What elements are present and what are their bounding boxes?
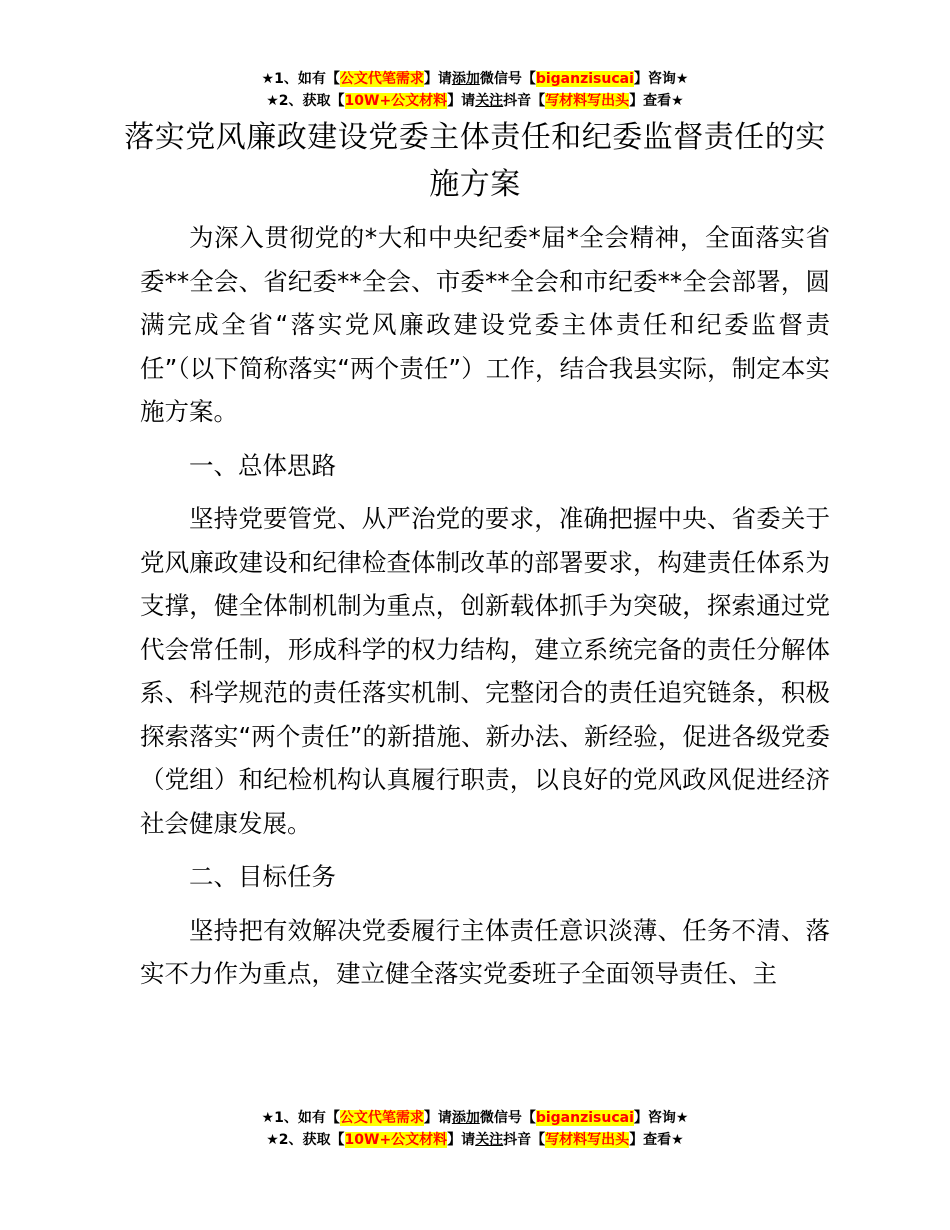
- banner-text: 抖音【: [503, 1132, 546, 1148]
- document-title: 落实党风廉政建设党委主体责任和纪委监督责任的实施方案: [124, 120, 826, 202]
- banner-text: 】查看★: [629, 1132, 684, 1148]
- section-paragraph-1: 坚持党要管党、从严治党的要求，准确把握中央、省委关于党风廉政建设和纪律检查体制改革的部署要求，构建责任体系为支撑，健全体制机制为重点，创新载体抓手为突破，探索通过党代会常任制，形成科学的权力结构，建立系统完备的责任分解体系、科学规范的责任落实机制、完整闭合的责任追究链条，积极探索落实“两个责任”的新措施、新办法、新经验，促进各级党委（党组）和纪检机构认真履行职责，以良好的党风政风促进经济社会健康发展。: [140, 504, 830, 838]
- intro-paragraph: 为深入贯彻党的*大和中央纪委*届*全会精神，全面落实省委**全会、省纪委**全会、市委**全会和市纪委**全会部署，圆满完成全省“落实党风廉政建设党委主体责任和纪委监督责任”（以下简称落实“两个责任”）工作，结合我县实际，制定本实施方案。: [140, 223, 830, 426]
- banner-text: ★2、获取【: [266, 93, 345, 109]
- highlight-wechat-id: biganzisucai: [535, 1110, 634, 1126]
- banner-text: 】请: [447, 93, 476, 109]
- banner-line-2: [0, 90, 950, 112]
- banner-text: 抖音【: [503, 93, 546, 109]
- banner-line-1: [0, 1107, 950, 1129]
- banner-text: ★1、如有【: [261, 71, 340, 87]
- section-paragraph-2: 坚持把有效解决党委履行主体责任意识淡薄、任务不清、落实不力作为重点，建立健全落实党委班子全面领导责任、主: [140, 915, 830, 988]
- banner-underline-text: 关注: [475, 1132, 504, 1148]
- highlight-materials: 10W+公文材料: [344, 93, 448, 109]
- banner-text: 】查看★: [629, 93, 684, 109]
- banner-text: 】咨询★: [633, 71, 689, 87]
- highlight-service: 公文代笔需求: [339, 1110, 424, 1126]
- banner-text: 微信号【: [479, 71, 536, 87]
- highlight-douyin-account: 写材料写出头: [545, 93, 630, 109]
- banner-underline-text: 添加: [451, 71, 480, 87]
- document-body: [140, 216, 830, 1006]
- banner-text: ★1、如有【: [261, 1110, 340, 1126]
- section-heading-2: 二、目标任务: [189, 862, 336, 891]
- highlight-wechat-id: biganzisucai: [535, 71, 634, 87]
- section-heading-1: 一、总体思路: [189, 450, 336, 480]
- banner-line-2: [0, 1129, 950, 1151]
- banner-text: 】请: [447, 1132, 476, 1148]
- banner-underline-text: 添加: [451, 1110, 480, 1126]
- banner-line-1: [0, 68, 950, 90]
- banner-text: 】请: [423, 71, 452, 87]
- banner-text: 微信号【: [479, 1110, 536, 1126]
- banner-text: 】咨询★: [633, 1110, 689, 1126]
- header-banner: [0, 68, 950, 112]
- highlight-douyin-account: 写材料写出头: [545, 1132, 630, 1148]
- footer-banner: [0, 1107, 950, 1151]
- highlight-service: 公文代笔需求: [339, 71, 424, 87]
- highlight-materials: 10W+公文材料: [344, 1132, 448, 1148]
- banner-underline-text: 关注: [475, 93, 504, 109]
- banner-text: 】请: [423, 1110, 452, 1126]
- banner-text: ★2、获取【: [266, 1132, 345, 1148]
